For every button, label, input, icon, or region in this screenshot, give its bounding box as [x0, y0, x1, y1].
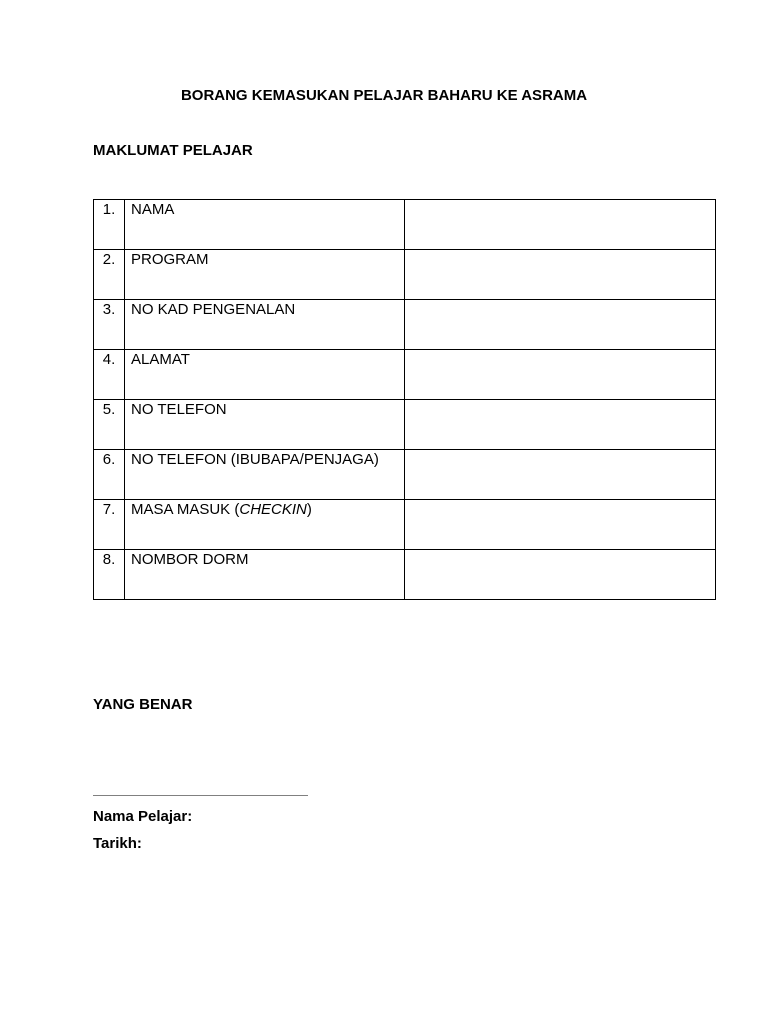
row-number: 5.: [94, 400, 125, 450]
table-row: [94, 450, 716, 500]
date-label: Tarikh:: [93, 835, 142, 852]
closing-title: YANG BENAR: [93, 696, 193, 713]
table-row: [94, 550, 716, 600]
student-info-table: [93, 199, 716, 600]
row-number: 4.: [94, 350, 125, 400]
row-number: 8.: [94, 550, 125, 600]
row-value-field[interactable]: [405, 450, 716, 500]
row-number: 3.: [94, 300, 125, 350]
table-row: [94, 200, 716, 250]
row-value-field[interactable]: [405, 400, 716, 450]
table-row: [94, 500, 716, 550]
row-value-field[interactable]: [405, 200, 716, 250]
row-label: NO KAD PENGENALAN: [125, 300, 405, 350]
row-label: NO TELEFON: [125, 400, 405, 450]
row-label: NO TELEFON (IBUBAPA/PENJAGA): [125, 450, 405, 500]
row-label: NAMA: [125, 200, 405, 250]
row-value-field[interactable]: [405, 250, 716, 300]
row-value-field[interactable]: [405, 350, 716, 400]
student-name-label: Nama Pelajar:: [93, 808, 193, 825]
row-label: MASA MASUK (CHECKIN): [125, 500, 405, 550]
page-title: BORANG KEMASUKAN PELAJAR BAHARU KE ASRAMA: [180, 87, 588, 104]
row-number: 6.: [94, 450, 125, 500]
table-row: [94, 400, 716, 450]
row-value-field[interactable]: [405, 500, 716, 550]
row-label: PROGRAM: [125, 250, 405, 300]
table-row: [94, 300, 716, 350]
row-label: ALAMAT: [125, 350, 405, 400]
row-label: NOMBOR DORM: [125, 550, 405, 600]
row-number: 2.: [94, 250, 125, 300]
row-number: 7.: [94, 500, 125, 550]
row-value-field[interactable]: [405, 300, 716, 350]
table-row: [94, 350, 716, 400]
row-value-field[interactable]: [405, 550, 716, 600]
row-number: 1.: [94, 200, 125, 250]
signature-line: [93, 795, 308, 796]
section-title: MAKLUMAT PELAJAR: [93, 142, 253, 159]
table-row: [94, 250, 716, 300]
